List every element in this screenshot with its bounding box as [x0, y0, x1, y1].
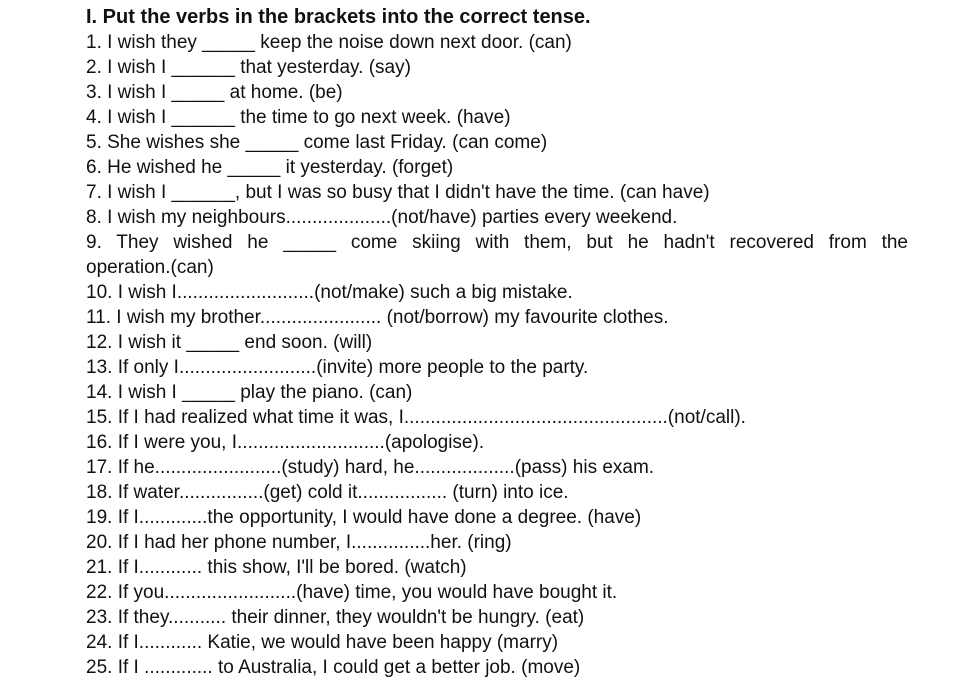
exercise-item-18: 18. If water................(get) cold it................. (turn) into ice. [86, 482, 569, 503]
exercise-item-12: 12. I wish it _____ end soon. (will) [86, 332, 373, 353]
exercise-title: I. Put the verbs in the brackets into the correct tense. [86, 6, 591, 28]
exercise-item-2: 2. I wish I ______ that yesterday. (say) [86, 57, 411, 78]
exercise-item-23: 23. If they........... their dinner, they wouldn't be hungry. (eat) [86, 607, 585, 628]
exercise-item-9-continuation: operation.(can) [86, 257, 214, 278]
exercise-item-14: 14. I wish I _____ play the piano. (can) [86, 382, 413, 403]
exercise-item-22: 22. If you.........................(have) time, you would have bought it. [86, 582, 618, 603]
exercise-item-25: 25. If I ............. to Australia, I could get a better job. (move) [86, 657, 581, 678]
exercise-item-10: 10. I wish I..........................(not/make) such a big mistake. [86, 282, 573, 303]
exercise-item-3: 3. I wish I _____ at home. (be) [86, 82, 343, 103]
exercise-item-9: 9. They wished he _____ come skiing with them, but he hadn't recovered from the [86, 232, 908, 253]
exercise-item-15: 15. If I had realized what time it was, I..................................................(not/call). [86, 407, 746, 428]
exercise-item-16: 16. If I were you, I............................(apologise). [86, 432, 485, 453]
exercise-item-8: 8. I wish my neighbours....................(not/have) parties every weekend. [86, 207, 678, 228]
exercise-item-20: 20. If I had her phone number, I...............her. (ring) [86, 532, 512, 553]
exercise-item-21: 21. If I............ this show, I'll be bored. (watch) [86, 557, 467, 578]
worksheet [86, 5, 908, 680]
exercise-item-7: 7. I wish I ______, but I was so busy that I didn't have the time. (can have) [86, 182, 710, 203]
exercise-item-6: 6. He wished he _____ it yesterday. (forget) [86, 157, 454, 178]
exercise-item-24: 24. If I............ Katie, we would have been happy (marry) [86, 632, 559, 653]
exercise-item-4: 4. I wish I ______ the time to go next week. (have) [86, 107, 511, 128]
exercise-item-17: 17. If he........................(study) hard, he...................(pass) his exam. [86, 457, 655, 478]
exercise-item-5: 5. She wishes she _____ come last Friday. (can come) [86, 132, 548, 153]
exercise-item-11: 11. I wish my brother....................... (not/borrow) my favourite clothes. [86, 307, 669, 328]
exercise-item-13: 13. If only I..........................(invite) more people to the party. [86, 357, 589, 378]
exercise-item-1: 1. I wish they _____ keep the noise down next door. (can) [86, 32, 572, 53]
exercise-item-19: 19. If I.............the opportunity, I would have done a degree. (have) [86, 507, 642, 528]
